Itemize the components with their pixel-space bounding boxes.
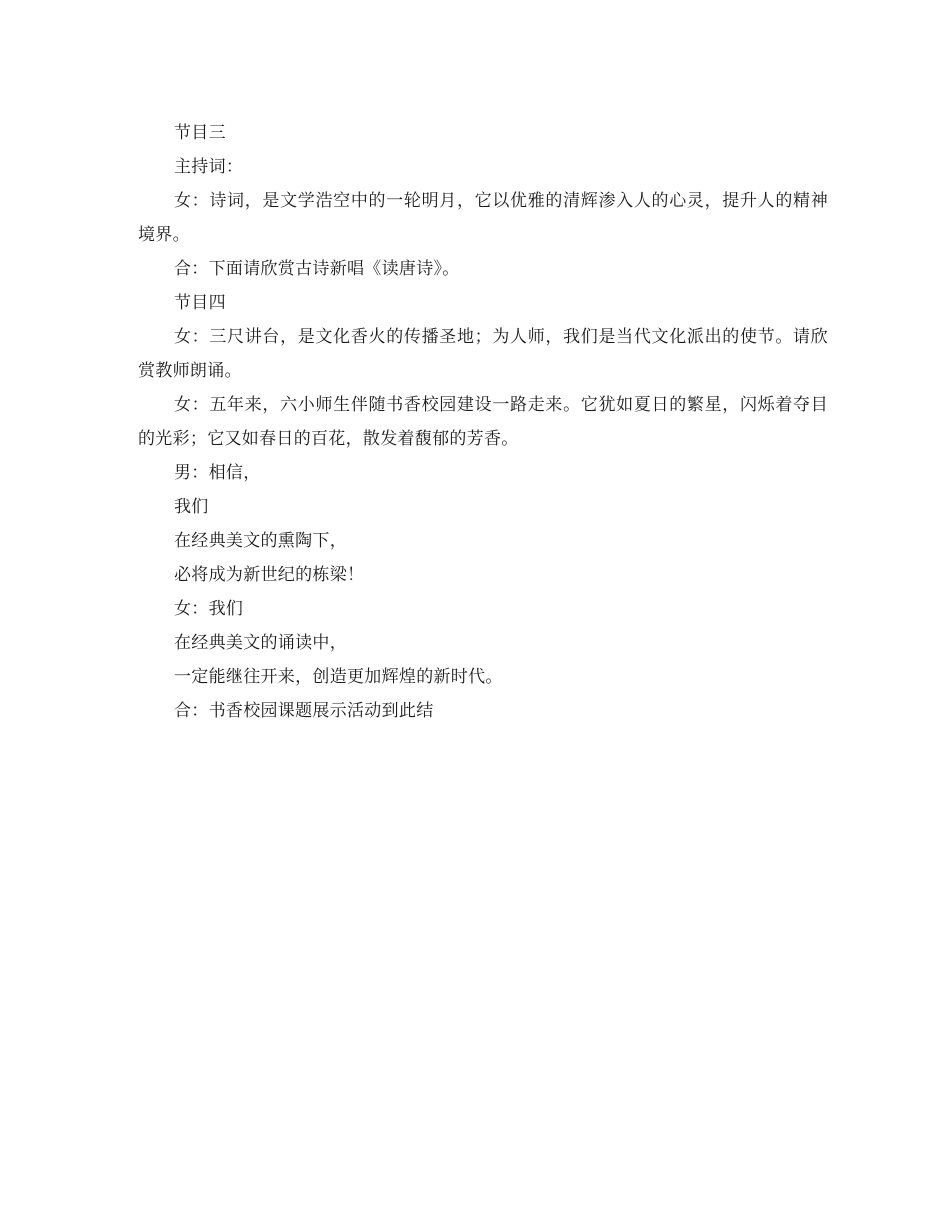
host-script-label: 主持词：	[174, 157, 244, 177]
line-new-era: 一定能继往开来，创造更加辉煌的新时代。	[174, 667, 503, 687]
section-heading-3: 节目三	[174, 123, 226, 143]
paragraph-female-five-years: 女：五年来，六小师生伴随书香校园建设一路走来。它犹如夏日的繁星，闪烁着夺目的光彩；它又如春日的百花，散发着馥郁的芳香。	[138, 395, 828, 449]
line-female-we: 女：我们	[174, 599, 244, 619]
line-recitation: 在经典美文的诵读中，	[174, 633, 347, 653]
paragraph-female-podium: 女：三尺讲台，是文化香火的传播圣地；为人师，我们是当代文化派出的使节。请欣赏教师朗诵。	[138, 327, 828, 381]
line-influence: 在经典美文的熏陶下，	[174, 531, 347, 551]
line-we: 我们	[174, 497, 209, 517]
line-together-closing: 合：书香校园课题展示活动到此结	[174, 701, 434, 721]
paragraph-female-poetry: 女：诗词，是文学浩空中的一轮明月，它以优雅的清辉渗入人的心灵，提升人的精神境界。	[138, 191, 828, 245]
line-male-believe: 男：相信，	[174, 463, 261, 483]
paragraph-together-song: 合：下面请欣赏古诗新唱《读唐诗》。	[174, 259, 460, 279]
section-heading-4: 节目四	[174, 293, 226, 313]
line-pillar: 必将成为新世纪的栋梁！	[174, 565, 365, 585]
document-page	[138, 116, 828, 728]
